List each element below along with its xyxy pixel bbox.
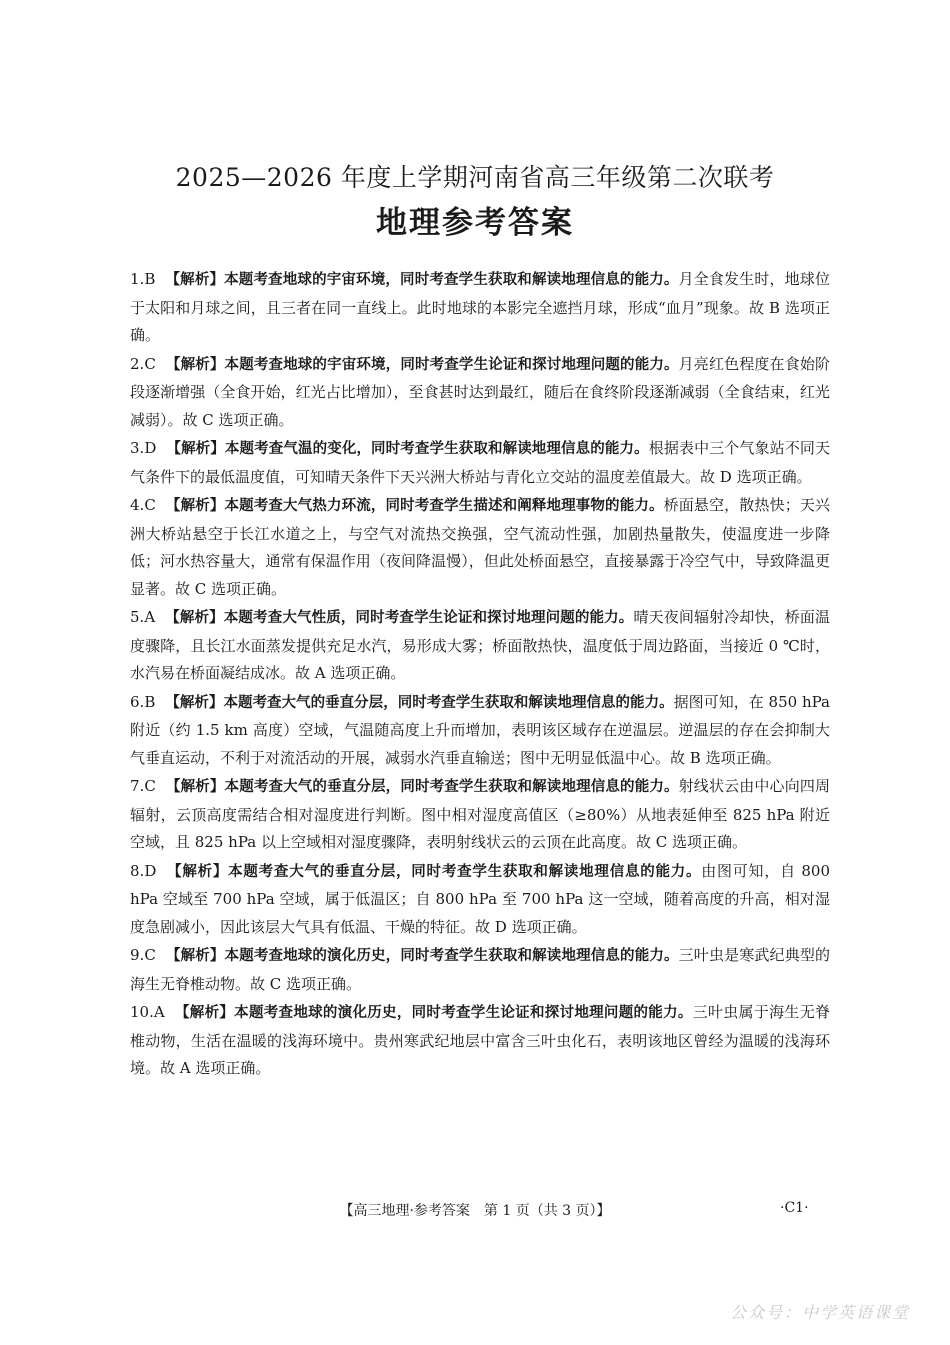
answer-explanation: 晴天夜间辐射冷却快，桥面温度骤降，且长江水面蒸发提供充足水汽，易形成大雾；桥面散热快，温度低于周边路面，当接近 0 ℃时，水汽易在桥面凝结成冰。故 A 选项正确。: [130, 608, 830, 682]
answer-number: 2.: [130, 354, 145, 373]
answer-item: [130, 435, 830, 491]
answer-analysis-tag: 【解析】本题考查地球的宇宙环境，同时考查学生论证和探讨地理问题的能力。: [165, 356, 679, 373]
answer-number: 7.: [130, 777, 145, 795]
answer-choice: C: [144, 946, 156, 964]
answer-number: 8.: [130, 861, 145, 880]
page-subtitle: 地理参考答案: [376, 205, 574, 241]
answer-explanation: 桥面悬空，散热快；天兴洲大桥站悬空于长江水道之上，与空气对流热交换强，空气流动性强，加剧热量散失，使温度进一步降低；河水热容量大，通常有保温作用（夜间降温慢），但此处桥面悬空，直接暴露于冷空气中，导致降温更显著。故 C 选项正确。: [130, 496, 830, 598]
answer-item: [130, 492, 830, 603]
answer-choice: C: [144, 354, 156, 373]
answer-choice: A: [153, 1003, 165, 1021]
answer-item: [130, 942, 830, 998]
answer-choice: D: [144, 861, 157, 880]
answer-choice: D: [144, 439, 157, 457]
watermark: 公众号：中学英语课堂: [730, 1303, 911, 1322]
answer-choice: B: [144, 270, 156, 288]
answer-explanation: 由图可知，自 800 hPa 空域至 700 hPa 空域，属于低温区；自 800 hPa 至 700 hPa 这一空域，随着高度的升高，相对湿度急剧减小，因此该层大气具有低温、干燥的特征。故 D 选项正确。: [130, 861, 830, 936]
answer-number: 1.: [130, 270, 145, 288]
answer-analysis-tag: 【解析】本题考查大气热力环流，同时考查学生描述和阐释地理事物的能力。: [165, 498, 664, 514]
answer-analysis-tag: 【解析】本题考查大气的垂直分层，同时考查学生获取和解读地理信息的能力。: [165, 779, 679, 795]
answer-explanation: 三叶虫属于海生无脊椎动物，生活在温暖的浅海环境中。贵州寒武纪地层中富含三叶虫化石，表明该地区曾经为温暖的浅海环境。故 A 选项正确。: [130, 1003, 830, 1077]
answer-item: [130, 999, 830, 1083]
answer-item: [130, 351, 830, 435]
answer-choice: C: [144, 777, 156, 795]
answer-number: 4.: [130, 496, 145, 514]
answer-explanation: 据图可知，在 850 hPa 附近（约 1.5 km 高度）空域，气温随高度上升而增加，表明该区域存在逆温层。逆温层的存在会抑制大气垂直运动，不利于对流活动的开展，减弱水汽垂直输送；图中无明显低温中心。故 B 选项正确。: [130, 692, 830, 767]
page-title: 2025—2026 年度上学期河南省高三年级第二次联考: [175, 163, 775, 192]
answer-analysis-tag: 【解析】本题考查大气性质，同时考查学生论证和探讨地理问题的能力。: [165, 610, 634, 626]
answer-item: [130, 858, 830, 942]
answer-number: 5.: [130, 608, 145, 626]
answer-number: 6.: [130, 692, 145, 711]
answer-analysis-tag: 【解析】本题考查大气的垂直分层，同时考查学生获取和解读地理信息的能力。: [165, 694, 674, 711]
answer-explanation: 月全食发生时，地球位于太阳和月球之间，且三者在同一直线上。此时地球的本影完全遮挡月球，形成“血月”现象。故 B 选项正确。: [130, 270, 830, 344]
answer-choice: B: [144, 692, 156, 711]
answer-item: [130, 689, 830, 773]
answer-number: 3.: [130, 439, 145, 457]
answer-number: 9.: [130, 946, 145, 964]
answer-explanation: 根据表中三个气象站不同天气条件下的最低温度值，可知晴天条件下天兴洲大桥站与青化立交站的温度差值最大。故 D 选项正确。: [130, 439, 830, 486]
answer-item: [130, 604, 830, 688]
answer-choice: C: [144, 496, 156, 514]
answer-number: 10.: [130, 1003, 154, 1021]
paper-code: ·C1·: [780, 1200, 809, 1216]
answer-analysis-tag: 【解析】本题考查气温的变化，同时考查学生获取和解读地理信息的能力。: [166, 441, 649, 457]
answer-analysis-tag: 【解析】本题考查地球的宇宙环境，同时考查学生获取和解读地理信息的能力。: [165, 272, 679, 288]
answer-analysis-tag: 【解析】本题考查地球的演化历史，同时考查学生获取和解读地理信息的能力。: [165, 948, 679, 964]
answer-analysis-tag: 【解析】本题考查地球的演化历史，同时考查学生论证和探讨地理问题的能力。: [174, 1005, 693, 1021]
answer-item: [130, 266, 830, 350]
answer-explanation: 三叶虫是寒武纪典型的海生无脊椎动物。故 C 选项正确。: [130, 946, 830, 993]
answer-analysis-tag: 【解析】本题考查大气的垂直分层，同时考查学生获取和解读地理信息的能力。: [166, 863, 702, 880]
page-footer: 【高三地理·参考答案 第 1 页（共 3 页）】: [339, 1203, 611, 1219]
answer-choice: A: [144, 608, 156, 626]
answer-item: [130, 773, 830, 857]
answer-explanation: 月亮红色程度在食始阶段逐渐增强（全食开始，红光占比增加），至食甚时达到最红，随后在食终阶段逐渐减弱（全食结束，红光减弱）。故 C 选项正确。: [130, 354, 830, 429]
answer-explanation: 射线状云由中心向四周辐射，云顶高度需结合相对湿度进行判断。图中相对湿度高值区（≥80%）从地表延伸至 825 hPa 附近空域，且 825 hPa 以上空域相对湿度骤降，表明射线状云的云顶在此高度。故 C 选项正确。: [130, 777, 830, 851]
answer-list: [130, 266, 830, 1084]
